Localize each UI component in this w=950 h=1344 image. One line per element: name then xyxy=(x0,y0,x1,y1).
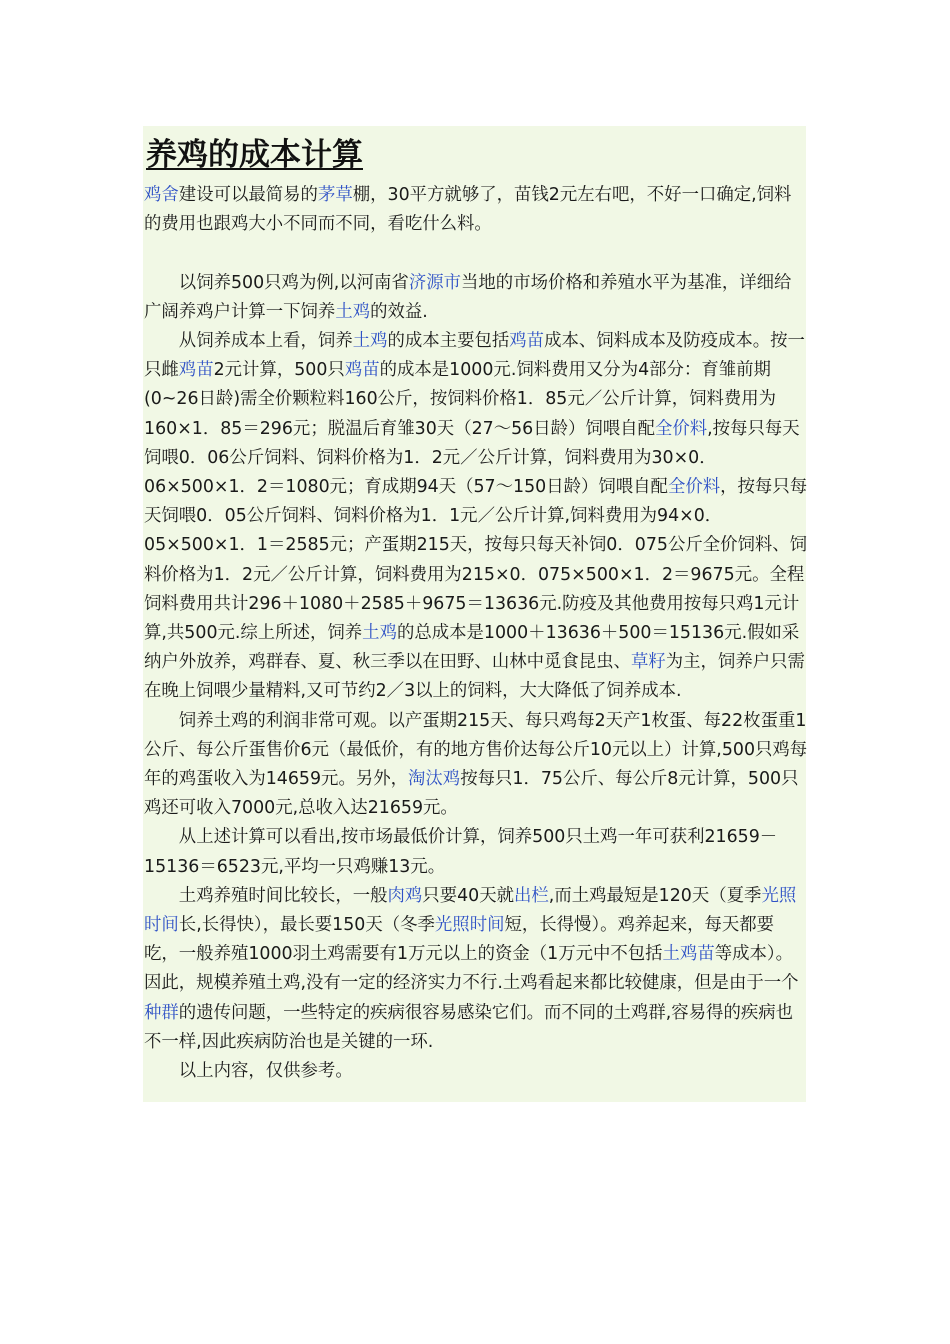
keyword-link[interactable]: 土鸡 xyxy=(352,331,388,351)
article-title: 养鸡的成本计算 xyxy=(146,137,363,173)
keyword-link[interactable]: 土鸡 xyxy=(362,623,397,644)
keyword-link[interactable]: 鸡苗 xyxy=(178,360,214,381)
keyword-link[interactable]: 鸡苗 xyxy=(509,331,545,351)
paragraph-text: 的成本是1000元.饲料费用又分为4部分：育雏前期(0~26日龄)需全价颗粒料160公斤，按饲料价格1．85元／公斤计算，饲料费用为160×1．85＝296元；脱温后育雏30天（27～56日龄）饲喂自配 xyxy=(144,360,777,439)
keyword-link[interactable]: 土鸡 xyxy=(335,301,371,322)
paragraph-text: 土鸡养殖时间比较长，一般 xyxy=(178,885,388,906)
keyword-link[interactable]: 土鸡苗 xyxy=(662,944,715,965)
paragraph-text: 只要40天就 xyxy=(422,885,514,906)
keyword-link[interactable]: 济源市 xyxy=(408,272,462,293)
paragraph-text: 为主，饲养户只需在晚上饲喂少量精料,又可节约2／3以上的饲料，大大降低了饲养成本. xyxy=(144,652,805,702)
paragraph-text: 饲养土鸡的利润非常可观。以产蛋期215天、每只鸡每2天产1枚蛋、每22枚蛋重1公斤、每公斤蛋售价6元（最低价，有的地方售价达每公斤10元以上）计算,500只鸡每年的鸡蛋收入为14659元。另外， xyxy=(144,710,808,790)
paragraph-text: 以上内容，仅供参考。 xyxy=(178,1061,353,1082)
keyword-link[interactable]: 全价料 xyxy=(667,477,721,498)
paragraph-text: 按每只1．75公斤、每公斤8元计算，500只鸡还可收入7000元,总收入达21659元。 xyxy=(144,769,799,819)
keyword-link[interactable]: 肉鸡 xyxy=(387,885,423,906)
paragraph-text: 棚，30平方就够了，苗钱2元左右吧，不好一口确定,饲料的费用也跟鸡大小不同而不同，看吃什么料。 xyxy=(144,185,792,235)
paragraph-text: ,而土鸡最短是120天（夏季 xyxy=(548,885,762,906)
keyword-link[interactable]: 光照时间 xyxy=(144,885,797,936)
paragraph xyxy=(144,823,808,881)
paragraph-text: 等成本）。因此，规模养殖土鸡,没有一定的经济实力不行.土鸡看起来都比较健康，但是由于一个 xyxy=(144,944,799,994)
paragraph-text: 建设可以最简易的 xyxy=(178,185,318,205)
keyword-link[interactable]: 种群 xyxy=(144,1002,179,1023)
paragraph-text: 当地的市场价格和养殖水平为基准，详细给广阔养鸡户计算一下饲养 xyxy=(144,272,792,322)
keyword-link[interactable]: 淘汰鸡 xyxy=(408,769,461,790)
paragraph xyxy=(144,882,808,1057)
paragraph-text: ，按每只每天饲喂0．05公斤饲料、饲料价格为1．1元／公斤计算,饲料费用为94×0．05×500×1．1＝2585元；产蛋期215天，按每只每天补饲0．075公斤全价饲料、饲料价格为1．2元／公斤计算，饲料费用为215×0．075×500×1．2＝9675元。全程饲料费用共计296＋1080＋2585＋9675＝13636元.防疫及其他费用按每只鸡1元计算,共500元.综上所述，饲养 xyxy=(144,477,808,644)
keyword-link[interactable]: 光照时间 xyxy=(434,915,505,936)
keyword-link[interactable]: 出栏 xyxy=(514,885,549,906)
paragraph xyxy=(144,327,808,707)
paragraph-text: ,按每只每天饲喂0．06公斤饲料、饲料价格为1．2元／公斤计算，饲料费用为30×0．06×500×1．2＝1080元；育成期94天（57～150日龄）饲喂自配 xyxy=(144,418,800,498)
paragraph xyxy=(144,181,808,239)
paragraph-text: 短，长得慢）。鸡养起来，每天都要吃，一般养殖1000羽土鸡需要有1万元以上的资金（1万元中不包括 xyxy=(144,915,775,965)
paragraph-text: 从饲养成本上看，饲养 xyxy=(178,331,353,351)
keyword-link[interactable]: 全价料 xyxy=(654,418,708,439)
paragraph-text: 以饲养500只鸡为例,以河南省 xyxy=(178,272,409,293)
article-body xyxy=(144,181,808,1086)
keyword-link[interactable]: 鸡苗 xyxy=(344,360,380,381)
paragraph-text: 长,长得快），最长要150天（冬季 xyxy=(178,915,435,936)
paragraph-text: 的成本主要包括 xyxy=(387,331,510,351)
keyword-link[interactable]: 鸡舍 xyxy=(144,185,179,205)
paragraph-text: 的总成本是1000＋13636＋500＝15136元.假如采纳户外放养，鸡群春、夏、秋三季以在田野、山林中觅食昆虫、 xyxy=(144,623,800,673)
paragraph-text: 的遗传问题，一些特定的疾病很容易感染它们。而不同的土鸡群,容易得的疾病也不一样,因此疾病防治也是关键的一环. xyxy=(144,1002,794,1052)
keyword-link[interactable]: 茅草 xyxy=(317,185,353,205)
paragraph xyxy=(144,269,808,327)
keyword-link[interactable]: 草籽 xyxy=(630,652,666,673)
paragraph-text: 成本、饲料成本及防疫成本。按一只雌 xyxy=(144,331,805,381)
paragraph-text: 的效益. xyxy=(370,301,428,322)
paragraph-text: 从上述计算可以看出,按市场最低价计算，饲养500只土鸡一年可获利21659－15136＝6523元,平均一只鸡赚13元。 xyxy=(144,827,778,877)
paragraph xyxy=(144,1057,808,1086)
paragraph-text: 2元计算，500只 xyxy=(213,360,345,381)
paragraph xyxy=(144,707,808,824)
